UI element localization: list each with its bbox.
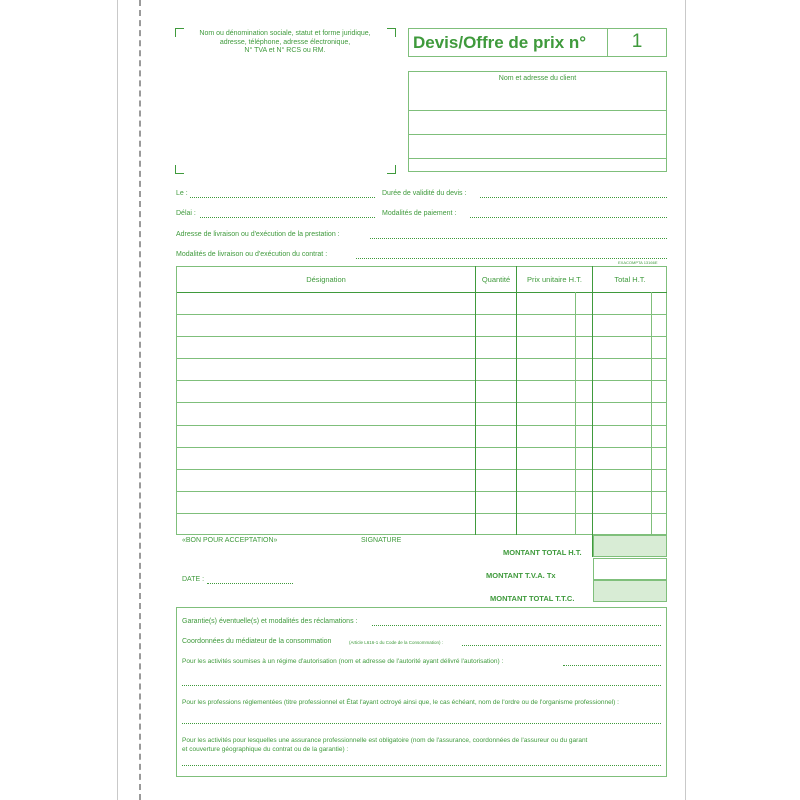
client-box[interactable] <box>408 71 667 172</box>
table-row-rule <box>177 358 667 359</box>
issuer-block[interactable] <box>180 30 390 56</box>
legal-garanties: Garantie(s) éventuelle(s) et modalités des réclamations : <box>182 618 358 625</box>
table-cents-rule <box>651 292 652 535</box>
field-le-label: Le : <box>176 190 188 197</box>
page-title: Devis/Offre de prix n° <box>413 33 587 52</box>
legal-mediateur-line[interactable] <box>462 645 661 646</box>
total-ht-label: MONTANT TOTAL H.T. <box>503 548 582 557</box>
legal-mediateur: Coordonnées du médiateur de la consommation <box>182 638 332 645</box>
field-modalites-line[interactable] <box>356 258 667 259</box>
quote-number[interactable]: 1 <box>631 31 643 52</box>
legal-assurance-line[interactable] <box>182 765 661 766</box>
table-row-rule <box>177 336 667 337</box>
bon-pour-acceptation: «BON POUR ACCEPTATION» <box>182 537 278 544</box>
issuer-line-3: N° TVA et N° RCS ou RM. <box>244 47 326 54</box>
total-ht-cell[interactable] <box>593 535 667 557</box>
field-duree-line[interactable] <box>480 197 667 198</box>
items-table <box>176 266 667 535</box>
field-le-line[interactable] <box>190 197 375 198</box>
issuer-line-2: adresse, téléphone, adresse électronique, <box>219 38 351 46</box>
total-tva-label: MONTANT T.V.A. Tx <box>486 571 556 580</box>
legal-reglementees: Pour les professions réglementées (titre professionnel et État l'ayant octroyé ainsi que, le cas échéant, nom de l'ordre ou de l'organisme professionnel) : <box>182 699 619 706</box>
issuer-corner-br <box>387 165 396 174</box>
table-row-rule <box>177 491 667 492</box>
legal-autorisation-line-2[interactable] <box>182 685 661 686</box>
items-table-header-rule <box>177 292 667 293</box>
legal-garanties-line[interactable] <box>372 625 661 626</box>
table-row-rule <box>177 513 667 514</box>
table-row-rule <box>177 380 667 381</box>
legal-autorisation-line-1[interactable] <box>563 665 661 666</box>
legal-autorisation: Pour les activités soumises à un régime d'autorisation (nom et adresse de l'autorité ayant délivré l'autorisation) : <box>182 658 504 665</box>
legal-assurance-2: et couverture géographique du contrat ou de la garantie) : <box>182 746 349 753</box>
legal-reglementees-line[interactable] <box>182 723 661 724</box>
table-column-rule <box>592 266 593 557</box>
client-line-1 <box>409 110 666 111</box>
table-row-rule <box>177 425 667 426</box>
total-tva-cell[interactable] <box>593 558 667 580</box>
field-delai-label: Délai : <box>176 210 196 217</box>
table-cents-rule <box>575 292 576 535</box>
issuer-corner-bl <box>175 165 184 174</box>
table-row-rule <box>177 402 667 403</box>
total-ttc-label: MONTANT TOTAL T.T.C. <box>490 594 575 603</box>
table-row-rule <box>177 314 667 315</box>
field-delai-line[interactable] <box>200 217 375 218</box>
table-column-rule <box>516 266 517 535</box>
legal-mediateur-note: (Article L616-1 du Code de la Consommation) : <box>349 640 444 645</box>
client-line-3 <box>409 158 666 159</box>
table-row-rule <box>177 469 667 470</box>
field-modalites-label: Modalités de livraison ou d'exécution du contrat : <box>176 251 328 258</box>
table-row-rule <box>177 447 667 448</box>
field-paiement-label: Modalités de paiement : <box>382 210 457 217</box>
client-box-label: Nom et adresse du client <box>498 75 577 82</box>
acceptance-date-line[interactable] <box>207 583 293 584</box>
acceptance-date-label: DATE : <box>182 576 205 583</box>
reference-code: EXACOMPTA 13166E <box>618 260 658 265</box>
table-column-rule <box>475 266 476 535</box>
field-duree-label: Durée de validité du devis : <box>382 190 467 197</box>
signature-label: SIGNATURE <box>361 537 402 544</box>
field-adresse-line[interactable] <box>370 238 667 239</box>
column-header-total: Total H.T. <box>614 275 646 284</box>
field-paiement-line[interactable] <box>470 217 667 218</box>
column-header-quantite: Quantité <box>481 275 511 284</box>
legal-assurance-1: Pour les activités pour lesquelles une assurance professionnelle est obligatoire (nom de l'assurance, coordonnées de l'assureur ou du garant <box>182 737 588 744</box>
column-header-prix: Prix unitaire H.T. <box>526 275 583 284</box>
total-ttc-cell[interactable] <box>593 580 667 602</box>
issuer-line-1: Nom ou dénomination sociale, statut et forme juridique, <box>199 30 371 37</box>
field-adresse-label: Adresse de livraison ou d'exécution de la prestation : <box>176 231 340 238</box>
column-header-designation: Désignation <box>306 275 346 284</box>
perforation-line <box>139 0 141 800</box>
client-line-2 <box>409 134 666 135</box>
